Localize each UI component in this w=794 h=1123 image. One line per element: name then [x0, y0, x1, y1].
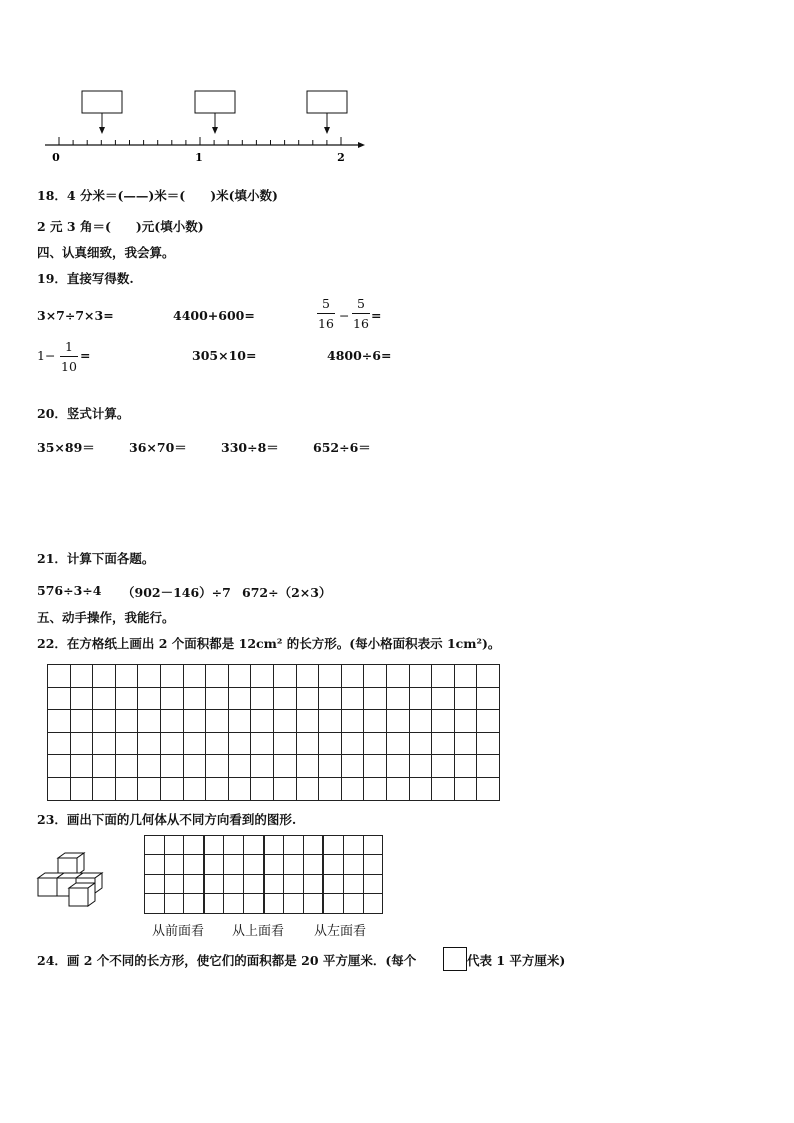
- grid-cell[interactable]: [343, 855, 363, 874]
- grid-cell[interactable]: [183, 777, 206, 800]
- grid-cell[interactable]: [323, 894, 343, 913]
- grid-cell[interactable]: [224, 894, 244, 913]
- grid-cell[interactable]: [160, 665, 183, 688]
- grid-cell[interactable]: [251, 687, 274, 710]
- grid-cell[interactable]: [184, 836, 204, 855]
- grid-cell[interactable]: [363, 836, 383, 855]
- grid-cell[interactable]: [183, 687, 206, 710]
- q24-title-a: 24．画 2 个不同的长方形，使它们的面积都是 20 平方厘米．(每个: [37, 953, 417, 968]
- grid-cell[interactable]: [206, 665, 229, 688]
- grid-cell[interactable]: [364, 755, 387, 778]
- grid-cell[interactable]: [363, 855, 383, 874]
- grid-row: [48, 732, 500, 755]
- grid-cell[interactable]: [341, 755, 364, 778]
- q19-expr-5: 305×10=: [192, 348, 257, 363]
- grid-cell[interactable]: [284, 874, 304, 893]
- view-label-front: 从前面看: [152, 924, 205, 939]
- grid-cell[interactable]: [160, 732, 183, 755]
- q19-title: 19．直接写得数.: [37, 271, 134, 286]
- grid-cell[interactable]: [264, 836, 284, 855]
- numerator: 5: [322, 296, 330, 311]
- grid-cell[interactable]: [138, 777, 161, 800]
- q20-item-2: 36×70＝: [129, 440, 187, 455]
- grid-cell[interactable]: [341, 732, 364, 755]
- grid-cell[interactable]: [224, 836, 244, 855]
- grid-cell[interactable]: [224, 855, 244, 874]
- grid-cell[interactable]: [243, 855, 263, 874]
- grid-cell[interactable]: [296, 710, 319, 733]
- grid-cell[interactable]: [364, 732, 387, 755]
- grid-cell[interactable]: [454, 665, 477, 688]
- grid-cell[interactable]: [343, 836, 363, 855]
- grid-cell[interactable]: [477, 710, 500, 733]
- grid-cell[interactable]: [243, 874, 263, 893]
- grid-cell[interactable]: [364, 687, 387, 710]
- grid-cell[interactable]: [319, 665, 342, 688]
- grid-cell[interactable]: [145, 874, 165, 893]
- grid-cell[interactable]: [164, 855, 184, 874]
- grid-cell[interactable]: [115, 665, 138, 688]
- denominator: 10: [61, 359, 77, 374]
- grid-cell[interactable]: [138, 732, 161, 755]
- tick-label-0: 0: [52, 151, 60, 164]
- numerator: 1: [65, 339, 73, 354]
- answer-box-2[interactable]: [195, 91, 235, 113]
- grid-cell[interactable]: [296, 665, 319, 688]
- grid-cell[interactable]: [251, 777, 274, 800]
- grid-cell[interactable]: [323, 836, 343, 855]
- grid-cell[interactable]: [138, 710, 161, 733]
- grid-cell[interactable]: [386, 665, 409, 688]
- grid-cell[interactable]: [184, 874, 204, 893]
- grid-cell[interactable]: [183, 732, 206, 755]
- grid-cell[interactable]: [409, 777, 432, 800]
- grid-cell[interactable]: [319, 777, 342, 800]
- grid-cell[interactable]: [184, 894, 204, 913]
- grid-cell[interactable]: [319, 732, 342, 755]
- grid-cell[interactable]: [243, 894, 263, 913]
- minus-sign: −: [339, 308, 350, 323]
- grid-cell[interactable]: [224, 874, 244, 893]
- grid-cell[interactable]: [251, 665, 274, 688]
- grid-cell[interactable]: [386, 710, 409, 733]
- grid-cell[interactable]: [251, 710, 274, 733]
- grid-cell[interactable]: [364, 665, 387, 688]
- grid-cell[interactable]: [454, 777, 477, 800]
- grid-cell[interactable]: [204, 874, 224, 893]
- grid-cell[interactable]: [386, 777, 409, 800]
- grid-cell[interactable]: [264, 874, 284, 893]
- grid-cell[interactable]: [409, 710, 432, 733]
- denominator: 16: [353, 316, 369, 331]
- grid-row: [145, 894, 383, 913]
- grid-cell[interactable]: [70, 732, 93, 755]
- grid-cell[interactable]: [183, 710, 206, 733]
- grid-cell[interactable]: [296, 687, 319, 710]
- grid-cell[interactable]: [432, 665, 455, 688]
- grid-cell[interactable]: [303, 836, 323, 855]
- grid-cell[interactable]: [160, 755, 183, 778]
- q18-line2: 2 元 3 角＝( )元(填小数): [37, 219, 204, 234]
- grid-cell[interactable]: [477, 665, 500, 688]
- grid-cell[interactable]: [454, 732, 477, 755]
- answer-box-1[interactable]: [82, 91, 122, 113]
- grid-cell[interactable]: [477, 755, 500, 778]
- grid-cell[interactable]: [138, 687, 161, 710]
- grid-cell[interactable]: [70, 710, 93, 733]
- grid-cell[interactable]: [206, 687, 229, 710]
- grid-cell[interactable]: [93, 777, 116, 800]
- grid-cell[interactable]: [409, 687, 432, 710]
- q21-item-1: 576÷3÷4: [37, 583, 102, 598]
- tick-label-2: 2: [337, 151, 345, 164]
- grid-cell[interactable]: [364, 710, 387, 733]
- grid-cell[interactable]: [296, 732, 319, 755]
- grid-row: [145, 855, 383, 874]
- grid-cell[interactable]: [183, 755, 206, 778]
- grid-cell[interactable]: [164, 894, 184, 913]
- q23-view-grid[interactable]: [144, 835, 383, 914]
- grid-cell[interactable]: [303, 855, 323, 874]
- grid-cell[interactable]: [228, 777, 251, 800]
- denominator: 16: [318, 316, 334, 331]
- grid-cell[interactable]: [477, 777, 500, 800]
- grid-cell[interactable]: [70, 665, 93, 688]
- grid-cell[interactable]: [432, 710, 455, 733]
- grid-cell[interactable]: [386, 687, 409, 710]
- grid-cell[interactable]: [115, 732, 138, 755]
- grid-cell[interactable]: [319, 710, 342, 733]
- grid-cell[interactable]: [93, 755, 116, 778]
- view-label-top: 从上面看: [232, 924, 285, 939]
- grid-cell[interactable]: [206, 755, 229, 778]
- grid-cell[interactable]: [48, 732, 71, 755]
- grid-cell[interactable]: [93, 732, 116, 755]
- grid-cell[interactable]: [296, 777, 319, 800]
- grid-cell[interactable]: [204, 855, 224, 874]
- q21-item-3: 672÷（2×3）: [242, 585, 332, 600]
- q22-title: 22．在方格纸上画出 2 个面积都是 12cm² 的长方形。(每小格面积表示 1cm²)。: [37, 636, 501, 651]
- grid-row: [145, 836, 383, 855]
- grid-cell[interactable]: [228, 665, 251, 688]
- grid-cell[interactable]: [432, 732, 455, 755]
- grid-cell[interactable]: [273, 710, 296, 733]
- number-line-figure: [40, 85, 370, 165]
- q19-fraction-a: [317, 296, 335, 331]
- grid-cell[interactable]: [432, 755, 455, 778]
- arrow-right-icon: [358, 142, 365, 148]
- grid-cell[interactable]: [343, 874, 363, 893]
- unit-square-icon: [443, 947, 467, 971]
- grid-cell[interactable]: [204, 894, 224, 913]
- grid-cell[interactable]: [164, 836, 184, 855]
- q23-title: 23．画出下面的几何体从不同方向看到的图形.: [37, 812, 297, 827]
- section-5-heading: 五、动手操作，我能行。: [37, 610, 175, 625]
- grid-cell[interactable]: [284, 855, 304, 874]
- grid-cell[interactable]: [160, 710, 183, 733]
- grid-cell[interactable]: [363, 874, 383, 893]
- q19-expr-1: 3×7÷7×3=: [37, 308, 114, 323]
- grid-cell[interactable]: [296, 755, 319, 778]
- grid-cell[interactable]: [454, 687, 477, 710]
- grid-cell[interactable]: [48, 687, 71, 710]
- tick-label-1: 1: [195, 151, 203, 164]
- equals-sign: =: [80, 348, 91, 363]
- grid-cell[interactable]: [206, 710, 229, 733]
- grid-cell[interactable]: [184, 855, 204, 874]
- grid-cell[interactable]: [206, 732, 229, 755]
- grid-cell[interactable]: [204, 836, 224, 855]
- grid-cell[interactable]: [183, 665, 206, 688]
- grid-cell[interactable]: [319, 687, 342, 710]
- grid-cell[interactable]: [409, 665, 432, 688]
- grid-cell[interactable]: [48, 777, 71, 800]
- number-line-ticks: [59, 137, 341, 145]
- arrow-down-icon: [212, 127, 218, 134]
- grid-cell[interactable]: [341, 687, 364, 710]
- q19-expr-4-lead: 1−: [37, 348, 56, 363]
- arrow-down-icon: [99, 127, 105, 134]
- grid-cell[interactable]: [273, 665, 296, 688]
- grid-cell[interactable]: [341, 710, 364, 733]
- grid-cell[interactable]: [70, 687, 93, 710]
- grid-cell[interactable]: [477, 687, 500, 710]
- arrow-down-icon: [324, 127, 330, 134]
- grid-cell[interactable]: [228, 710, 251, 733]
- q24-title-b: 代表 1 平方厘米): [467, 953, 566, 968]
- grid-cell[interactable]: [273, 777, 296, 800]
- cube-solid-figure: [36, 850, 108, 910]
- grid-cell[interactable]: [145, 894, 165, 913]
- grid-cell[interactable]: [303, 874, 323, 893]
- grid-cell[interactable]: [228, 755, 251, 778]
- q20-title: 20．竖式计算。: [37, 406, 130, 421]
- grid-row: [48, 710, 500, 733]
- grid-cell[interactable]: [48, 755, 71, 778]
- grid-row: [48, 755, 500, 778]
- grid-cell[interactable]: [48, 710, 71, 733]
- q19-expr-6: 4800÷6=: [327, 348, 392, 363]
- numerator: 5: [357, 296, 365, 311]
- grid-cell[interactable]: [93, 687, 116, 710]
- view-label-left: 从左面看: [314, 924, 367, 939]
- q22-graph-paper[interactable]: [47, 664, 500, 801]
- grid-cell[interactable]: [323, 855, 343, 874]
- grid-cell[interactable]: [303, 894, 323, 913]
- grid-cell[interactable]: [273, 687, 296, 710]
- answer-box-3[interactable]: [307, 91, 347, 113]
- grid-cell[interactable]: [70, 777, 93, 800]
- q21-title: 21．计算下面各题。: [37, 551, 155, 566]
- grid-cell[interactable]: [243, 836, 263, 855]
- grid-cell[interactable]: [70, 755, 93, 778]
- grid-cell[interactable]: [48, 665, 71, 688]
- grid-cell[interactable]: [160, 777, 183, 800]
- grid-cell[interactable]: [386, 755, 409, 778]
- grid-cell[interactable]: [343, 894, 363, 913]
- grid-cell[interactable]: [386, 732, 409, 755]
- q20-item-4: 652÷6＝: [313, 440, 371, 455]
- grid-cell[interactable]: [432, 777, 455, 800]
- grid-cell[interactable]: [138, 665, 161, 688]
- grid-cell[interactable]: [454, 710, 477, 733]
- q21-item-2: （902－146）÷7: [122, 585, 231, 600]
- grid-cell[interactable]: [251, 755, 274, 778]
- q19-expr-2: 4400+600=: [173, 308, 255, 323]
- grid-cell[interactable]: [477, 732, 500, 755]
- grid-cell[interactable]: [273, 732, 296, 755]
- grid-cell[interactable]: [160, 687, 183, 710]
- grid-cell[interactable]: [341, 777, 364, 800]
- grid-cell[interactable]: [115, 755, 138, 778]
- grid-cell[interactable]: [115, 777, 138, 800]
- q18-line1: 18．4 分米＝(——)米＝( )米(填小数): [37, 188, 278, 203]
- grid-cell[interactable]: [284, 894, 304, 913]
- equals-sign: =: [371, 308, 382, 323]
- grid-cell[interactable]: [323, 874, 343, 893]
- grid-cell[interactable]: [363, 894, 383, 913]
- grid-cell[interactable]: [93, 710, 116, 733]
- q20-item-1: 35×89＝: [37, 440, 95, 455]
- grid-cell[interactable]: [115, 687, 138, 710]
- grid-cell[interactable]: [273, 755, 296, 778]
- grid-cell[interactable]: [341, 665, 364, 688]
- grid-cell[interactable]: [251, 732, 274, 755]
- grid-cell[interactable]: [164, 874, 184, 893]
- grid-cell[interactable]: [138, 755, 161, 778]
- grid-row: [48, 665, 500, 688]
- grid-cell[interactable]: [454, 755, 477, 778]
- q19-fraction-c: [60, 339, 78, 374]
- grid-cell[interactable]: [432, 687, 455, 710]
- q20-item-3: 330÷8＝: [221, 440, 279, 455]
- grid-cell[interactable]: [145, 855, 165, 874]
- grid-row: [145, 874, 383, 893]
- q19-fraction-b: [352, 296, 370, 331]
- grid-cell[interactable]: [93, 665, 116, 688]
- grid-cell[interactable]: [264, 894, 284, 913]
- grid-cell[interactable]: [284, 836, 304, 855]
- grid-cell[interactable]: [228, 687, 251, 710]
- grid-row: [48, 777, 500, 800]
- grid-cell[interactable]: [145, 836, 165, 855]
- grid-cell[interactable]: [115, 710, 138, 733]
- grid-cell[interactable]: [228, 732, 251, 755]
- grid-cell[interactable]: [319, 755, 342, 778]
- grid-cell[interactable]: [264, 855, 284, 874]
- grid-cell[interactable]: [409, 732, 432, 755]
- grid-cell[interactable]: [206, 777, 229, 800]
- section-4-heading: 四、认真细致，我会算。: [37, 245, 175, 260]
- grid-cell[interactable]: [409, 755, 432, 778]
- grid-row: [48, 687, 500, 710]
- grid-cell[interactable]: [364, 777, 387, 800]
